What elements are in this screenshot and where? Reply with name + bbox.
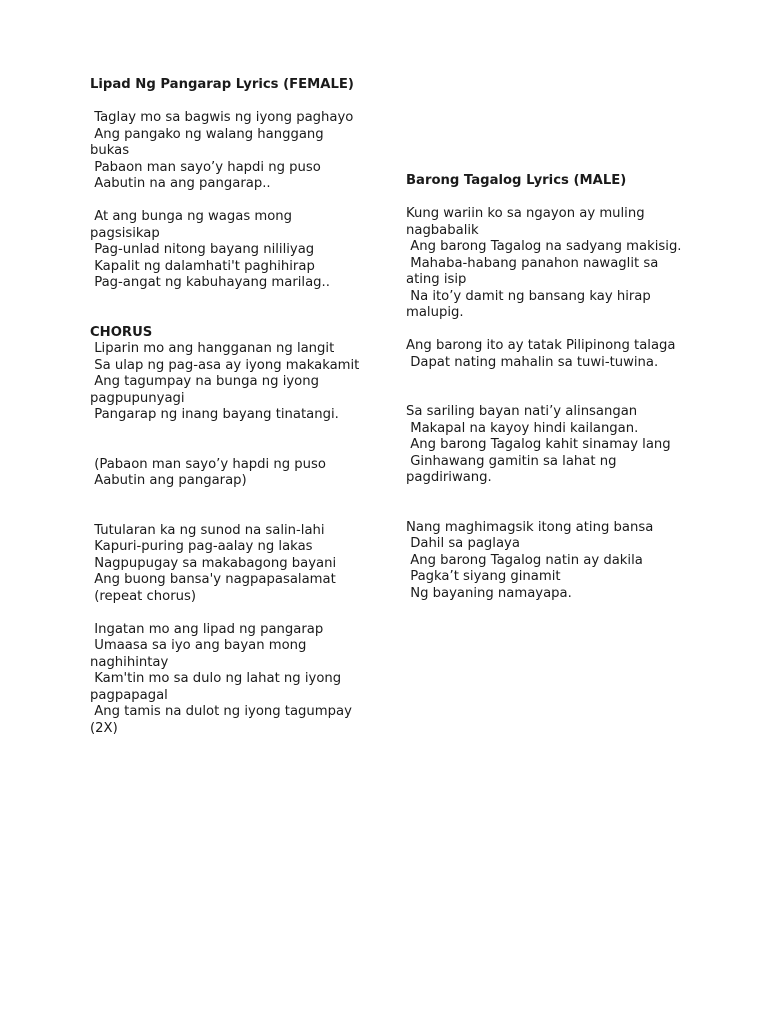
lyric-line: Kam'tin mo sa dulo ng lahat ng iyong pagpapagal xyxy=(90,671,346,703)
lyric-line: At ang bunga ng wagas mong pagsisikap xyxy=(90,209,297,241)
blank-line xyxy=(90,605,365,622)
lyric-line: Makapal na kayoy hindi kailangan. xyxy=(406,420,639,436)
lyric-line: Ang pangako ng walang hanggang bukas xyxy=(90,126,328,158)
blank-line xyxy=(90,440,365,457)
blank-line xyxy=(90,490,365,507)
lyric-line: Dahil sa paglaya xyxy=(406,536,520,551)
lyric-line: Ang barong Tagalog na sadyang makisig. xyxy=(406,239,682,254)
lyric-line: Mahaba-habang panahon nawaglit sa ating isip xyxy=(406,255,663,287)
lyric-line: Pagka’t siyang ginamit xyxy=(406,569,561,584)
female-lyrics-title: Lipad Ng Pangarap Lyrics (FEMALE) xyxy=(90,77,354,92)
lyric-line: Ang tamis na dulot ng iyong tagumpay (2X) xyxy=(90,704,357,736)
lyric-line: (repeat chorus) xyxy=(90,588,196,604)
female-lyrics-column xyxy=(90,77,365,737)
blank-line xyxy=(90,506,365,523)
blank-line xyxy=(406,487,686,504)
lyric-line: Dapat nating mahalin sa tuwi-tuwina. xyxy=(406,354,659,370)
male-lyrics-body xyxy=(406,206,686,602)
lyric-line: Ang buong bansa'y nagpapasalamat xyxy=(90,572,336,587)
lyric-line: Pabaon man sayo’y hapdi ng puso xyxy=(90,159,321,175)
lyric-line: Ang barong Tagalog kahit sinamay lang xyxy=(406,437,671,452)
chorus-heading: CHORUS xyxy=(90,324,153,340)
lyric-line: (Pabaon man sayo’y hapdi ng puso xyxy=(90,456,326,472)
blank-line xyxy=(90,193,365,210)
lyric-line: Ng bayaning namayapa. xyxy=(406,585,572,601)
lyric-line: Nang maghimagsik itong ating bansa xyxy=(406,519,654,535)
lyric-line: Pag-angat ng kabuhayang marilag.. xyxy=(90,275,330,290)
blank-line xyxy=(90,424,365,441)
lyric-line: Ingatan mo ang lipad ng pangarap xyxy=(90,621,324,637)
lyric-line: Kung wariin ko sa ngayon ay muling nagbabalik xyxy=(406,206,649,238)
lyric-line: Kapalit ng dalamhati't paghihirap xyxy=(90,258,315,274)
lyric-line: Ang barong ito ay tatak Pilipinong talaga xyxy=(406,338,676,353)
lyric-line: Aabutin ang pangarap) xyxy=(90,473,247,488)
male-lyrics-column xyxy=(406,173,686,602)
blank-line xyxy=(406,503,686,520)
female-lyrics-body xyxy=(90,110,365,737)
lyric-line: Ang tagumpay na bunga ng iyong pagpupunyagi xyxy=(90,374,324,406)
lyric-line: Ang barong Tagalog natin ay dakila xyxy=(406,552,643,568)
lyric-line: Sa sariling bayan nati’y alinsangan xyxy=(406,404,638,419)
lyric-line: Taglay mo sa bagwis ng iyong paghayo xyxy=(90,110,354,125)
lyric-line: Sa ulap ng pag-asa ay iyong makakamit xyxy=(90,357,360,373)
lyric-line: Tutularan ka ng sunod na salin-lahi xyxy=(90,522,325,538)
lyric-line: Na ito’y damit ng bansang kay hirap malupig. xyxy=(406,288,655,320)
lyric-line: Liparin mo ang hangganan ng langit xyxy=(90,341,335,356)
lyric-line: Kapuri-puring pag-aalay ng lakas xyxy=(90,539,313,554)
lyric-line: Umaasa sa iyo ang bayan mong naghihintay xyxy=(90,638,311,670)
blank-line xyxy=(406,322,686,339)
blank-line xyxy=(406,371,686,388)
male-lyrics-title: Barong Tagalog Lyrics (MALE) xyxy=(406,173,627,188)
lyric-line: Pangarap ng inang bayang tinatangi. xyxy=(90,407,339,422)
lyric-line: Nagpupugay sa makabagong bayani xyxy=(90,555,337,571)
blank-line xyxy=(90,308,365,325)
lyric-line: Aabutin na ang pangarap.. xyxy=(90,176,271,191)
lyric-line: Ginhawang gamitin sa lahat ng pagdiriwang. xyxy=(406,453,621,485)
blank-line xyxy=(406,388,686,405)
lyric-line: Pag-unlad nitong bayang nililiyag xyxy=(90,242,315,257)
blank-line xyxy=(90,292,365,309)
